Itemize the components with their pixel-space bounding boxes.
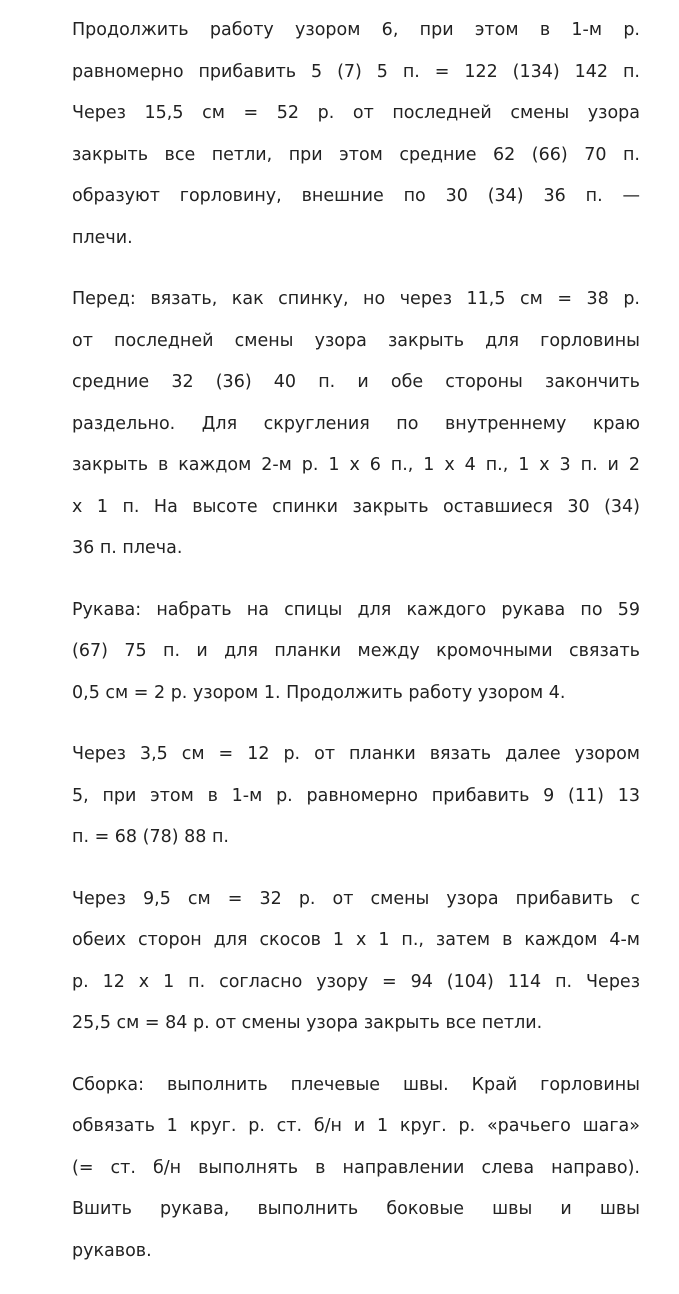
paragraph-front <box>72 279 640 570</box>
paragraph-back-continuation <box>72 10 640 259</box>
text-line: Через 3,5 см = 12 р. от планки вязать далее узором <box>72 744 640 764</box>
text-line: от последней смены узора закрыть для горловины <box>72 330 640 351</box>
text-line: Перед: вязать, как спинку, но через 11,5 см = 38 р. <box>72 289 640 309</box>
text-line: Сборка: выполнить плечевые швы. Край горловины <box>72 1074 640 1095</box>
text-line: обвязать 1 круг. р. ст. б/н и 1 круг. р. «рачьего шага» <box>72 1116 640 1136</box>
text-line: Рукава: набрать на спицы для каждого рукава по 59 <box>72 599 640 620</box>
text-line: образуют горловину, внешние по 30 (34) 36 п. — <box>72 186 640 206</box>
text-line: 0,5 см = 2 р. узором 1. Продолжить работу узором 4. <box>72 682 566 703</box>
paragraph-sleeves <box>72 590 640 715</box>
text-line: обеих сторон для скосов 1 х 1 п., затем в каждом 4-м <box>72 930 640 950</box>
text-line: закрыть в каждом 2-м р. 1 х 6 п., 1 х 4 п., 1 х 3 п. и 2 <box>72 455 640 475</box>
text-line: 25,5 см = 84 р. от смены узора закрыть все петли. <box>72 1013 543 1033</box>
text-line: закрыть все петли, при этом средние 62 (66) 70 п. <box>72 144 640 165</box>
text-line: п. = 68 (78) 88 п. <box>72 827 229 847</box>
text-line: Продолжить работу узором 6, при этом в 1-м р. <box>72 20 640 40</box>
paragraph-sleeves-pattern5 <box>72 734 640 859</box>
text-line: средние 32 (36) 40 п. и обе стороны закончить <box>72 372 640 392</box>
text-line: (= ст. б/н выполнять в направлении слева направо). <box>72 1157 640 1178</box>
paragraph-assembly <box>72 1065 640 1273</box>
text-line: Через 9,5 см = 32 р. от смены узора прибавить с <box>72 888 640 909</box>
text-line: плечи. <box>72 227 133 248</box>
text-line: (67) 75 п. и для планки между кромочными связать <box>72 641 640 661</box>
pattern-document <box>72 10 640 1292</box>
text-line: раздельно. Для скругления по внутреннему краю <box>72 413 640 434</box>
text-line: рукавов. <box>72 1240 152 1261</box>
text-line: р. 12 х 1 п. согласно узору = 94 (104) 114 п. Через <box>72 971 640 992</box>
text-line: равномерно прибавить 5 (7) 5 п. = 122 (134) 142 п. <box>72 61 640 82</box>
text-line: 5, при этом в 1-м р. равномерно прибавить 9 (11) 13 <box>72 785 640 806</box>
text-line: Через 15,5 см = 52 р. от последней смены узора <box>72 103 640 123</box>
text-line: х 1 п. На высоте спинки закрыть оставшиеся 30 (34) <box>72 496 640 517</box>
paragraph-sleeves-increases <box>72 879 640 1045</box>
text-line: 36 п. плеча. <box>72 538 183 558</box>
text-line: Вшить рукава, выполнить боковые швы и швы <box>72 1199 640 1219</box>
